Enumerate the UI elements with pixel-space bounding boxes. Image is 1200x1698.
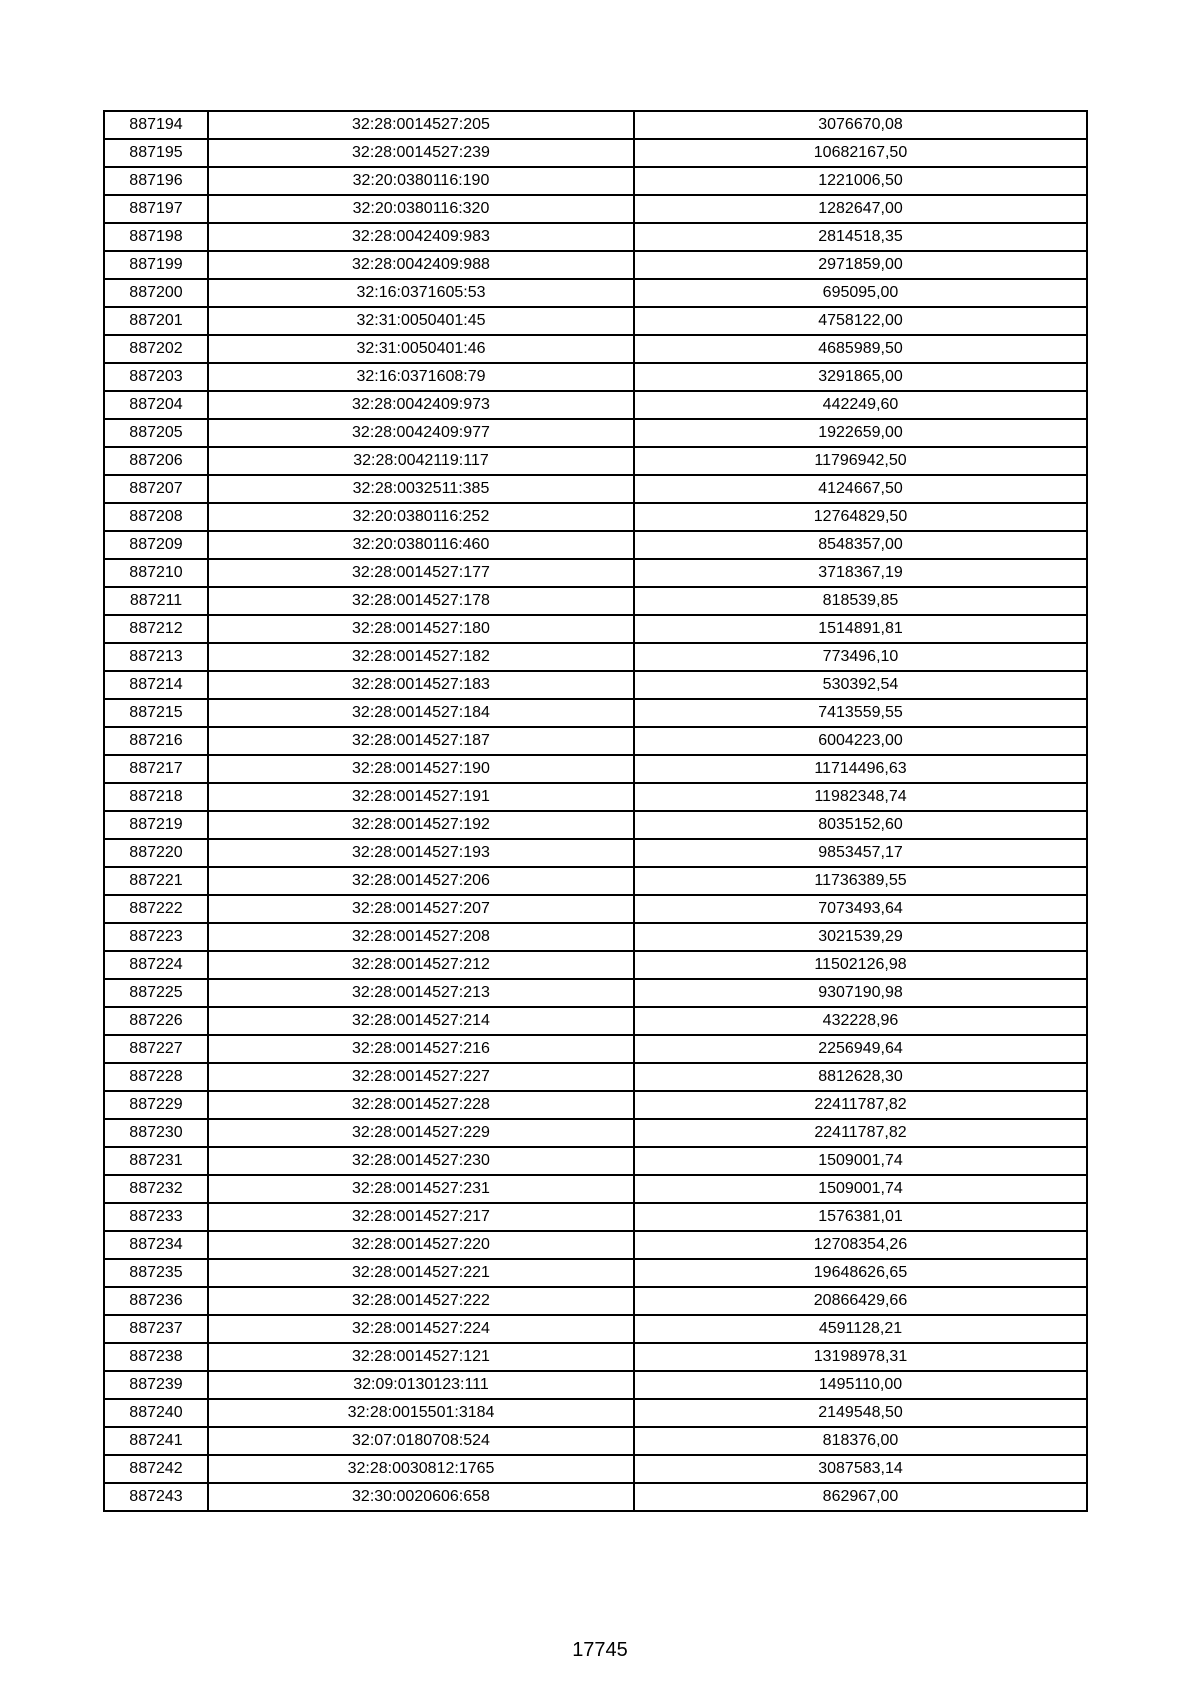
value-cell: 773496,10 <box>634 643 1087 671</box>
cadastral-number-cell: 32:16:0371605:53 <box>208 279 634 307</box>
cadastral-number-cell: 32:28:0014527:216 <box>208 1035 634 1063</box>
table-row <box>104 111 1087 139</box>
row-id-cell: 887230 <box>104 1119 208 1147</box>
cadastral-number-cell: 32:28:0014527:184 <box>208 699 634 727</box>
value-cell: 1282647,00 <box>634 195 1087 223</box>
value-cell: 530392,54 <box>634 671 1087 699</box>
table-row <box>104 475 1087 503</box>
value-cell: 2971859,00 <box>634 251 1087 279</box>
value-cell: 3718367,19 <box>634 559 1087 587</box>
table-row <box>104 923 1087 951</box>
table-row <box>104 811 1087 839</box>
value-cell: 4124667,50 <box>634 475 1087 503</box>
table-row <box>104 1455 1087 1483</box>
value-cell: 3076670,08 <box>634 111 1087 139</box>
table-row <box>104 1091 1087 1119</box>
table-row <box>104 559 1087 587</box>
table-row <box>104 615 1087 643</box>
table-body <box>104 111 1087 1511</box>
value-cell: 2149548,50 <box>634 1399 1087 1427</box>
table-row <box>104 671 1087 699</box>
row-id-cell: 887238 <box>104 1343 208 1371</box>
cadastral-number-cell: 32:20:0380116:320 <box>208 195 634 223</box>
cadastral-number-cell: 32:28:0014527:213 <box>208 979 634 1007</box>
table-row <box>104 727 1087 755</box>
cadastral-number-cell: 32:28:0014527:217 <box>208 1203 634 1231</box>
table-row <box>104 251 1087 279</box>
table-row <box>104 531 1087 559</box>
row-id-cell: 887194 <box>104 111 208 139</box>
cadastral-number-cell: 32:28:0042409:988 <box>208 251 634 279</box>
cadastral-number-cell: 32:28:0014527:229 <box>208 1119 634 1147</box>
cadastral-number-cell: 32:28:0014527:191 <box>208 783 634 811</box>
value-cell: 11714496,63 <box>634 755 1087 783</box>
value-cell: 2814518,35 <box>634 223 1087 251</box>
cadastral-number-cell: 32:28:0014527:220 <box>208 1231 634 1259</box>
table-row <box>104 1203 1087 1231</box>
value-cell: 9307190,98 <box>634 979 1087 1007</box>
value-cell: 19648626,65 <box>634 1259 1087 1287</box>
row-id-cell: 887219 <box>104 811 208 839</box>
table-row <box>104 419 1087 447</box>
row-id-cell: 887212 <box>104 615 208 643</box>
cadastral-number-cell: 32:31:0050401:46 <box>208 335 634 363</box>
table-row <box>104 1231 1087 1259</box>
row-id-cell: 887209 <box>104 531 208 559</box>
value-cell: 1514891,81 <box>634 615 1087 643</box>
table-row <box>104 1175 1087 1203</box>
value-cell: 2256949,64 <box>634 1035 1087 1063</box>
table-row <box>104 979 1087 1007</box>
cadastral-number-cell: 32:31:0050401:45 <box>208 307 634 335</box>
cadastral-number-cell: 32:28:0014527:192 <box>208 811 634 839</box>
row-id-cell: 887201 <box>104 307 208 335</box>
row-id-cell: 887223 <box>104 923 208 951</box>
cadastral-number-cell: 32:20:0380116:252 <box>208 503 634 531</box>
table-row <box>104 195 1087 223</box>
cadastral-number-cell: 32:28:0014527:183 <box>208 671 634 699</box>
row-id-cell: 887205 <box>104 419 208 447</box>
table-row <box>104 783 1087 811</box>
row-id-cell: 887214 <box>104 671 208 699</box>
row-id-cell: 887218 <box>104 783 208 811</box>
table-row <box>104 503 1087 531</box>
value-cell: 7413559,55 <box>634 699 1087 727</box>
row-id-cell: 887195 <box>104 139 208 167</box>
cadastral-number-cell: 32:16:0371608:79 <box>208 363 634 391</box>
value-cell: 3021539,29 <box>634 923 1087 951</box>
value-cell: 12764829,50 <box>634 503 1087 531</box>
value-cell: 3291865,00 <box>634 363 1087 391</box>
table-row <box>104 1343 1087 1371</box>
table-row <box>104 1483 1087 1511</box>
cadastral-number-cell: 32:28:0042119:117 <box>208 447 634 475</box>
cadastral-number-cell: 32:28:0014527:208 <box>208 923 634 951</box>
row-id-cell: 887206 <box>104 447 208 475</box>
row-id-cell: 887213 <box>104 643 208 671</box>
table-row <box>104 391 1087 419</box>
table-row <box>104 1063 1087 1091</box>
table-row <box>104 223 1087 251</box>
cadastral-number-cell: 32:09:0130123:111 <box>208 1371 634 1399</box>
cadastral-number-cell: 32:28:0014527:212 <box>208 951 634 979</box>
table-row <box>104 895 1087 923</box>
value-cell: 13198978,31 <box>634 1343 1087 1371</box>
cadastral-number-cell: 32:28:0042409:973 <box>208 391 634 419</box>
row-id-cell: 887220 <box>104 839 208 867</box>
table-row <box>104 1427 1087 1455</box>
value-cell: 1509001,74 <box>634 1175 1087 1203</box>
value-cell: 6004223,00 <box>634 727 1087 755</box>
value-cell: 11502126,98 <box>634 951 1087 979</box>
cadastral-number-cell: 32:28:0014527:224 <box>208 1315 634 1343</box>
row-id-cell: 887240 <box>104 1399 208 1427</box>
row-id-cell: 887210 <box>104 559 208 587</box>
value-cell: 8035152,60 <box>634 811 1087 839</box>
row-id-cell: 887236 <box>104 1287 208 1315</box>
cadastral-number-cell: 32:28:0014527:193 <box>208 839 634 867</box>
row-id-cell: 887229 <box>104 1091 208 1119</box>
cadastral-number-cell: 32:20:0380116:190 <box>208 167 634 195</box>
value-cell: 12708354,26 <box>634 1231 1087 1259</box>
table-row <box>104 643 1087 671</box>
cadastral-number-cell: 32:28:0014527:221 <box>208 1259 634 1287</box>
row-id-cell: 887202 <box>104 335 208 363</box>
table-row <box>104 1315 1087 1343</box>
cadastral-number-cell: 32:28:0014527:182 <box>208 643 634 671</box>
data-table <box>103 110 1088 1512</box>
value-cell: 818539,85 <box>634 587 1087 615</box>
row-id-cell: 887233 <box>104 1203 208 1231</box>
table-row <box>104 307 1087 335</box>
row-id-cell: 887242 <box>104 1455 208 1483</box>
row-id-cell: 887216 <box>104 727 208 755</box>
row-id-cell: 887199 <box>104 251 208 279</box>
row-id-cell: 887196 <box>104 167 208 195</box>
table-row <box>104 1371 1087 1399</box>
value-cell: 8548357,00 <box>634 531 1087 559</box>
value-cell: 432228,96 <box>634 1007 1087 1035</box>
value-cell: 10682167,50 <box>634 139 1087 167</box>
row-id-cell: 887217 <box>104 755 208 783</box>
cadastral-number-cell: 32:28:0014527:231 <box>208 1175 634 1203</box>
table-row <box>104 447 1087 475</box>
row-id-cell: 887222 <box>104 895 208 923</box>
value-cell: 3087583,14 <box>634 1455 1087 1483</box>
cadastral-number-cell: 32:28:0014527:230 <box>208 1147 634 1175</box>
table-row <box>104 699 1087 727</box>
table-row <box>104 139 1087 167</box>
value-cell: 11736389,55 <box>634 867 1087 895</box>
value-cell: 862967,00 <box>634 1483 1087 1511</box>
cadastral-number-cell: 32:07:0180708:524 <box>208 1427 634 1455</box>
cadastral-number-cell: 32:30:0020606:658 <box>208 1483 634 1511</box>
value-cell: 4685989,50 <box>634 335 1087 363</box>
value-cell: 695095,00 <box>634 279 1087 307</box>
table-row <box>104 167 1087 195</box>
value-cell: 8812628,30 <box>634 1063 1087 1091</box>
cadastral-number-cell: 32:28:0014527:228 <box>208 1091 634 1119</box>
value-cell: 9853457,17 <box>634 839 1087 867</box>
cadastral-number-cell: 32:20:0380116:460 <box>208 531 634 559</box>
page-number: 17745 <box>572 1639 628 1661</box>
cadastral-number-cell: 32:28:0042409:983 <box>208 223 634 251</box>
value-cell: 22411787,82 <box>634 1119 1087 1147</box>
row-id-cell: 887224 <box>104 951 208 979</box>
row-id-cell: 887234 <box>104 1231 208 1259</box>
value-cell: 7073493,64 <box>634 895 1087 923</box>
row-id-cell: 887221 <box>104 867 208 895</box>
row-id-cell: 887231 <box>104 1147 208 1175</box>
table-row <box>104 839 1087 867</box>
cadastral-number-cell: 32:28:0014527:239 <box>208 139 634 167</box>
value-cell: 20866429,66 <box>634 1287 1087 1315</box>
cadastral-number-cell: 32:28:0014527:187 <box>208 727 634 755</box>
cadastral-number-cell: 32:28:0014527:177 <box>208 559 634 587</box>
value-cell: 818376,00 <box>634 1427 1087 1455</box>
table-row <box>104 1287 1087 1315</box>
table-row <box>104 1147 1087 1175</box>
table-row <box>104 1035 1087 1063</box>
row-id-cell: 887241 <box>104 1427 208 1455</box>
value-cell: 442249,60 <box>634 391 1087 419</box>
table-row <box>104 1399 1087 1427</box>
row-id-cell: 887237 <box>104 1315 208 1343</box>
table-row <box>104 1007 1087 1035</box>
cadastral-number-cell: 32:28:0014527:227 <box>208 1063 634 1091</box>
cadastral-number-cell: 32:28:0014527:206 <box>208 867 634 895</box>
cadastral-number-cell: 32:28:0015501:3184 <box>208 1399 634 1427</box>
table-row <box>104 363 1087 391</box>
value-cell: 1495110,00 <box>634 1371 1087 1399</box>
cadastral-number-cell: 32:28:0014527:180 <box>208 615 634 643</box>
row-id-cell: 887204 <box>104 391 208 419</box>
value-cell: 4591128,21 <box>634 1315 1087 1343</box>
table-row <box>104 279 1087 307</box>
table-row <box>104 755 1087 783</box>
value-cell: 4758122,00 <box>634 307 1087 335</box>
row-id-cell: 887232 <box>104 1175 208 1203</box>
value-cell: 1922659,00 <box>634 419 1087 447</box>
row-id-cell: 887227 <box>104 1035 208 1063</box>
cadastral-number-cell: 32:28:0030812:1765 <box>208 1455 634 1483</box>
row-id-cell: 887243 <box>104 1483 208 1511</box>
table-row <box>104 951 1087 979</box>
cadastral-number-cell: 32:28:0014527:222 <box>208 1287 634 1315</box>
row-id-cell: 887226 <box>104 1007 208 1035</box>
table-row <box>104 587 1087 615</box>
row-id-cell: 887225 <box>104 979 208 1007</box>
row-id-cell: 887208 <box>104 503 208 531</box>
cadastral-number-cell: 32:28:0014527:178 <box>208 587 634 615</box>
cadastral-number-cell: 32:28:0042409:977 <box>208 419 634 447</box>
row-id-cell: 887215 <box>104 699 208 727</box>
row-id-cell: 887203 <box>104 363 208 391</box>
cadastral-number-cell: 32:28:0014527:190 <box>208 755 634 783</box>
value-cell: 11982348,74 <box>634 783 1087 811</box>
cadastral-number-cell: 32:28:0014527:205 <box>208 111 634 139</box>
row-id-cell: 887228 <box>104 1063 208 1091</box>
table-row <box>104 335 1087 363</box>
row-id-cell: 887207 <box>104 475 208 503</box>
value-cell: 1576381,01 <box>634 1203 1087 1231</box>
table-row <box>104 1259 1087 1287</box>
table-row <box>104 867 1087 895</box>
row-id-cell: 887239 <box>104 1371 208 1399</box>
value-cell: 11796942,50 <box>634 447 1087 475</box>
row-id-cell: 887235 <box>104 1259 208 1287</box>
row-id-cell: 887198 <box>104 223 208 251</box>
value-cell: 1509001,74 <box>634 1147 1087 1175</box>
cadastral-number-cell: 32:28:0014527:214 <box>208 1007 634 1035</box>
value-cell: 22411787,82 <box>634 1091 1087 1119</box>
row-id-cell: 887197 <box>104 195 208 223</box>
row-id-cell: 887200 <box>104 279 208 307</box>
value-cell: 1221006,50 <box>634 167 1087 195</box>
cadastral-number-cell: 32:28:0032511:385 <box>208 475 634 503</box>
cadastral-number-cell: 32:28:0014527:207 <box>208 895 634 923</box>
row-id-cell: 887211 <box>104 587 208 615</box>
table-row <box>104 1119 1087 1147</box>
cadastral-number-cell: 32:28:0014527:121 <box>208 1343 634 1371</box>
